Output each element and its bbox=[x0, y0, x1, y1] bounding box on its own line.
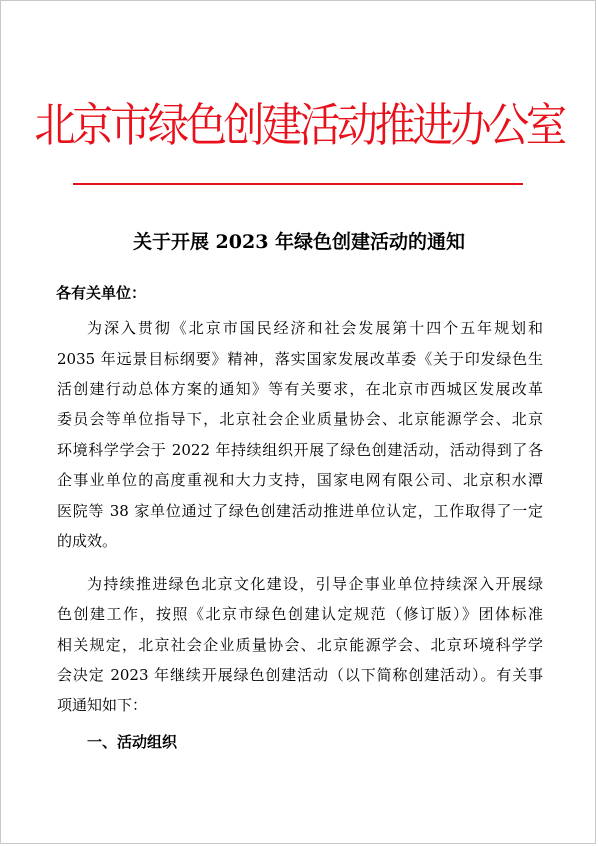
paragraph-1-line-1: 为深入贯彻《北京市国民经济和社会发展第十四个五年规划和 bbox=[87, 319, 543, 337]
paragraph-2-line-2: 色创建工作，按照《北京市绿色创建认定规范（修订版）》团体标准 bbox=[57, 605, 543, 623]
paragraph-2-line-5: 项通知如下： bbox=[57, 696, 148, 714]
masthead-title: 北京市绿色创建活动推进办公室 bbox=[34, 98, 564, 152]
paragraph-2-line-1: 为持续推进绿色北京文化建设，引导企事业单位持续深入开展绿 bbox=[87, 575, 543, 593]
paragraph-1-line-7: 医院等 38 家单位通过了绿色创建活动推进单位认定，工作取得了一定 bbox=[57, 502, 543, 520]
paragraph-1-line-2: 2035 年远景目标纲要》精神，落实国家发展改革委《关于印发绿色生 bbox=[57, 350, 543, 368]
paragraph-1-line-4: 委员会等单位指导下，北京社会企业质量协会、北京能源学会、北京 bbox=[57, 410, 543, 428]
red-divider-line bbox=[73, 183, 523, 185]
document-title: 关于开展 2023 年绿色创建活动的通知 bbox=[132, 231, 466, 253]
paragraph-1-line-6: 企事业单位的高度重视和大力支持，国家电网有限公司、北京积水潭 bbox=[57, 471, 543, 489]
section-heading: 一、活动组织 bbox=[87, 733, 178, 751]
paragraph-2-line-4: 会决定 2023 年继续开展绿色创建活动（以下简称创建活动）。有关事 bbox=[57, 666, 543, 684]
paragraph-1-line-5: 环境科学学会于 2022 年持续组织开展了绿色创建活动，活动得到了各 bbox=[57, 441, 543, 459]
paragraph-1-line-3: 活创建行动总体方案的通知》等有关要求，在北京市西城区发展改革 bbox=[57, 380, 543, 398]
paragraph-1-line-8: 的成效。 bbox=[57, 532, 118, 550]
salutation: 各有关单位： bbox=[56, 284, 147, 302]
paragraph-2-line-3: 相关规定，北京社会企业质量协会、北京能源学会、北京环境科学学 bbox=[57, 636, 543, 654]
